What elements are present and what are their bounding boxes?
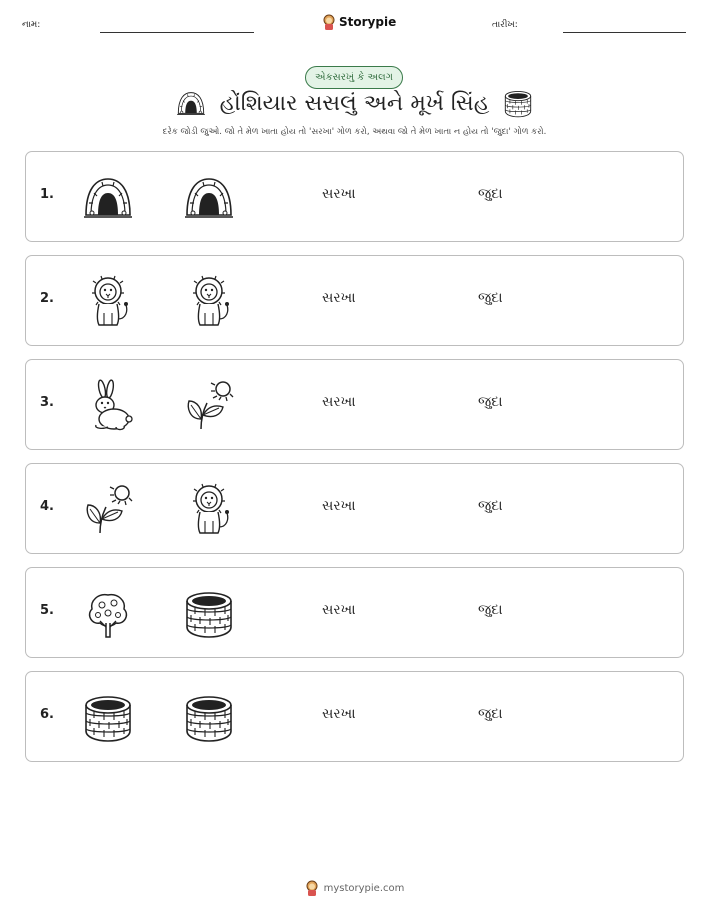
well-icon [183, 587, 235, 639]
option-different[interactable]: જુદા [478, 706, 503, 722]
option-different[interactable]: જુદા [478, 394, 503, 410]
page-title: હોંશિયાર સસલું અને મૂર્ખ સિંહ [219, 90, 490, 116]
name-line[interactable] [100, 32, 254, 33]
option-different[interactable]: જુદા [478, 498, 503, 514]
question-number: 1. [40, 187, 54, 202]
question-card [25, 255, 684, 346]
option-same[interactable]: સરખા [322, 290, 356, 306]
picture-left [82, 483, 134, 535]
lion-icon [82, 275, 134, 327]
footer [0, 880, 709, 896]
cave-icon [176, 88, 206, 118]
question-card [25, 671, 684, 762]
picture-right [183, 691, 235, 743]
brand-name: Storypie [339, 15, 397, 29]
sun-plant-icon [183, 379, 235, 431]
date-line[interactable] [563, 32, 686, 33]
option-same[interactable]: સરખા [322, 394, 356, 410]
option-different[interactable]: જુદા [478, 290, 503, 306]
picture-left [82, 691, 134, 743]
well-icon [82, 691, 134, 743]
option-same[interactable]: સરખા [322, 186, 356, 202]
question-number: 2. [40, 291, 54, 306]
question-number: 3. [40, 395, 54, 410]
question-number: 5. [40, 603, 54, 618]
option-same[interactable]: સરખા [322, 602, 356, 618]
well-icon [183, 691, 235, 743]
lion-icon [183, 275, 235, 327]
lion-icon [183, 483, 235, 535]
option-different[interactable]: જુદા [478, 602, 503, 618]
picture-left [82, 171, 134, 223]
name-label: નામ: [22, 20, 41, 30]
picture-right [183, 379, 235, 431]
option-different[interactable]: જુદા [478, 186, 503, 202]
worksheet-header [0, 14, 709, 42]
well-icon [503, 88, 533, 118]
question-number: 6. [40, 707, 54, 722]
option-same[interactable]: સરખા [322, 706, 356, 722]
sun-plant-icon [82, 483, 134, 535]
question-card [25, 463, 684, 554]
lion-cub-logo-icon [305, 880, 319, 896]
footer-url: mystorypie.com [323, 882, 405, 894]
instructions: દરેક જોડી જુઓ. જો તે મેળ ખાતા હોય તો 'સરખા' ગોળ કરો, અથવા જો તે મેળ ખાતા ન હોય તો 'જુદા' ગોળ કરો. [162, 127, 547, 137]
tree-icon [82, 587, 134, 639]
picture-left [82, 587, 134, 639]
activity-tag: એકસરખું કે અલગ [305, 66, 403, 89]
lion-cub-logo-icon [322, 14, 336, 30]
picture-right [183, 587, 235, 639]
cave-icon [183, 171, 235, 223]
picture-right [183, 275, 235, 327]
cave-icon [82, 171, 134, 223]
picture-left [82, 275, 134, 327]
picture-left [82, 379, 134, 431]
picture-right [183, 171, 235, 223]
question-card [25, 359, 684, 450]
question-card [25, 151, 684, 242]
option-same[interactable]: સરખા [322, 498, 356, 514]
picture-right [183, 483, 235, 535]
question-number: 4. [40, 499, 54, 514]
date-label: તારીખ: [492, 20, 518, 30]
rabbit-icon [82, 379, 134, 431]
title-row [0, 88, 709, 118]
question-card [25, 567, 684, 658]
brand-logo [322, 14, 396, 30]
